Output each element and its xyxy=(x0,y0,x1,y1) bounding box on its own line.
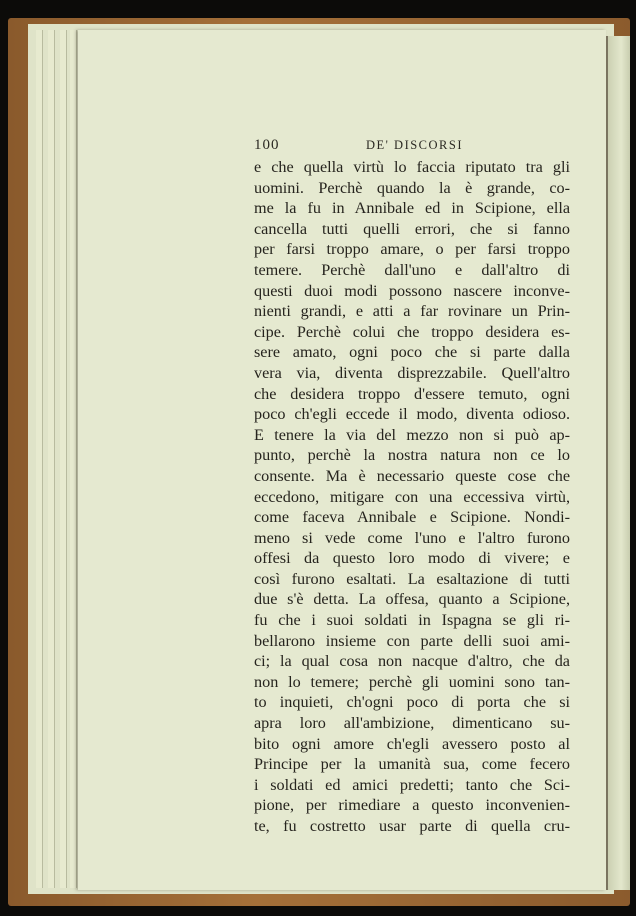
text-line: punto, perchè la nostra natura non ce lo xyxy=(254,446,570,465)
text-line: to inquieti, ch'ogni poco di porta che si xyxy=(254,693,570,712)
text-line: poco ch'egli eccede il modo, diventa odioso. xyxy=(254,405,570,424)
text-line: me la fu in Annibale ed in Scipione, ella xyxy=(254,199,570,218)
page-number: 100 xyxy=(254,137,280,153)
text-line: così furono esaltati. La esaltazione di tutti xyxy=(254,569,570,588)
text-line: questi duoi modi possono nascere inconve- xyxy=(254,281,570,300)
text-line: Principe per la umanità sua, come fecero xyxy=(254,755,570,774)
running-title: DE' DISCORSI xyxy=(366,138,463,152)
text-line: fu che i suoi soldati in Ispagna se gli ri- xyxy=(254,611,570,630)
text-line: sere amato, ogni poco che si parte dalla xyxy=(254,343,570,362)
text-line: E tenere la via del mezzo non si può ap- xyxy=(254,425,570,444)
facing-page-edge xyxy=(606,36,630,890)
text-line: apra loro all'ambizione, dimenticano su- xyxy=(254,714,570,733)
page-edge xyxy=(70,30,77,888)
body-text xyxy=(254,157,570,837)
text-line: e che quella virtù lo faccia riputato tra gli xyxy=(254,158,570,176)
text-line: temere. Perchè dall'uno e dall'altro di xyxy=(254,260,570,279)
text-line: eccedono, mitigare con una eccessiva virtù, xyxy=(254,487,570,506)
text-line: per farsi troppo amare, o per farsi troppo xyxy=(254,240,570,259)
text-line: cancella tutti quelli errori, che si fanno xyxy=(254,219,570,238)
text-line: due s'è detta. La offesa, quanto a Scipione, xyxy=(254,590,570,609)
text-line: meno si vede come l'uno e l'altro furono xyxy=(254,528,570,547)
text-line: te, fu costretto usar parte di quella cru- xyxy=(254,817,570,835)
text-line: offesi da questo loro modo di vivere; e xyxy=(254,549,570,568)
running-head xyxy=(254,137,558,157)
text-line: nienti grandi, e atti a far rovinare un Prin- xyxy=(254,302,570,321)
text-line: come faceva Annibale e Scipione. Nondi- xyxy=(254,508,570,527)
page-edge xyxy=(36,30,43,888)
page-edge xyxy=(48,30,55,888)
text-line: non lo temere; perchè gli uomini sono tan- xyxy=(254,672,570,691)
text-line: che desidera troppo d'essere temuto, ogni xyxy=(254,384,570,403)
text-line: pione, per rimediare a questo inconvenien- xyxy=(254,796,570,815)
text-line: vera via, diventa disprezzabile. Quell'altro xyxy=(254,363,570,382)
text-line: ci; la qual cosa non nacque d'altro, che da xyxy=(254,652,570,671)
text-line: bellarono insieme con parte delli suoi ami- xyxy=(254,631,570,650)
page-edge xyxy=(60,30,67,888)
text-line: consente. Ma è necessario queste cose che xyxy=(254,466,570,485)
text-line: bito ogni amore ch'egli avessero posto al xyxy=(254,734,570,753)
text-line: uomini. Perchè quando la è grande, co- xyxy=(254,178,570,197)
text-line: cipe. Perchè colui che troppo desidera es- xyxy=(254,322,570,341)
text-line: i soldati ed amici predetti; tanto che Sci- xyxy=(254,775,570,794)
